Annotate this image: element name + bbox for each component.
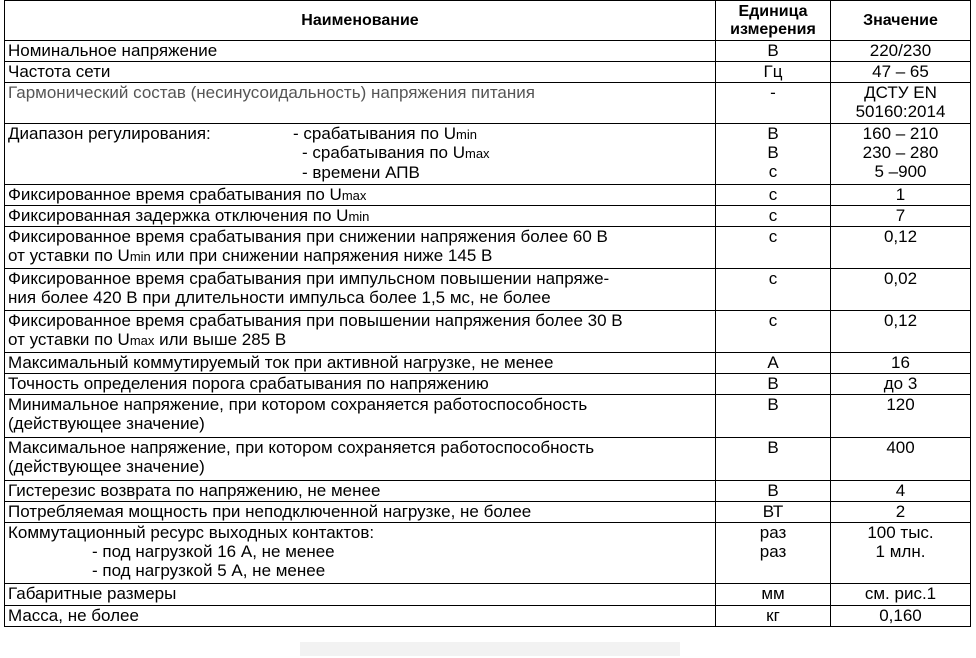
table-row [5,395,971,438]
row-unit: с [716,206,831,227]
row-value: 7 [831,206,971,227]
header-unit-line1: Единица [738,2,808,20]
row-name-index: max [129,333,155,348]
row-value: 0,02 [831,269,971,311]
row-unit [716,124,831,185]
row-unit: В [716,395,831,438]
row-unit: кг [716,606,831,627]
row-unit: В [716,438,831,481]
range-sub2-index: max [465,146,490,161]
row-unit: В [716,374,831,395]
table-row [5,83,971,124]
range-value2: 230 – 280 [862,143,939,162]
row-name [5,311,716,353]
row-value-line1: ДСТУ EN [864,83,937,102]
row-value-line2: 50160:2014 [855,102,946,121]
row-name [5,206,716,227]
row-value: см. рис.1 [831,584,971,606]
row-unit [716,523,831,584]
table-row [5,269,971,311]
table-row [5,227,971,269]
row-name-index: min [129,249,151,264]
row-value: 4 [831,481,971,502]
row-name: Точность определения порога срабатывания по напряжению [5,374,716,395]
header-unit [716,1,831,41]
header-name: Наименование [5,1,716,41]
row-name: Гармонический состав (несинусоидальность) напряжения питания [5,83,716,124]
table-row [5,438,971,481]
table-row [5,523,971,584]
row-name-index: min [348,209,370,224]
row-name-line2-end: или при снижении напряжения ниже 145 В [150,246,493,265]
faded-footer-strip [300,642,680,656]
table-header-row [5,1,971,41]
row-name [5,438,716,481]
row-name [5,523,716,584]
row-name-line2-start: от уставки по U [8,330,130,349]
row-name-line2: (действующее значение) [8,457,205,476]
table-row [5,481,971,502]
row-name-line1: Фиксированное время срабатывания при снижении напряжения более 60 В [8,227,608,246]
range-sub2: - срабатывания по U [302,143,465,162]
row-unit: В [716,41,831,62]
row-value [831,523,971,584]
row-name: Габаритные размеры [5,584,716,606]
range-value1: 160 – 210 [862,124,939,143]
table-row [5,584,971,606]
table-row [5,311,971,353]
row-name-line2: ния более 420 В при длительности импульса более 1,5 мс, не более [8,288,551,307]
range-sub1-index: min [456,127,477,142]
row-name: Номинальное напряжение [5,41,716,62]
row-name [5,395,716,438]
resource-value1: 100 тыс. [867,523,934,542]
row-value: 120 [831,395,971,438]
row-name: Максимальный коммутируемый ток при активной нагрузке, не менее [5,353,716,374]
row-name-line2-start: от уставки по U [8,246,130,265]
row-value: 47 – 65 [831,62,971,83]
resource-title: Коммутационный ресурс выходных контактов: [8,523,375,542]
row-name [5,227,716,269]
table-row [5,606,971,627]
row-name-line2 [8,330,712,350]
row-name [5,124,716,185]
row-unit: ВТ [716,502,831,523]
table-row [5,185,971,206]
row-name-text: Фиксированная задержка отключения по U [8,206,349,225]
row-name: Потребляемая мощность при неподключенной нагрузке, не более [5,502,716,523]
resource-sub1: - под нагрузкой 16 А, не менее [92,542,335,561]
row-name [5,269,716,311]
row-unit: - [716,83,831,124]
table-row [5,206,971,227]
row-unit: с [716,185,831,206]
table-row [5,502,971,523]
row-value: до 3 [831,374,971,395]
resource-sub2: - под нагрузкой 5 А, не менее [92,561,326,580]
range-title: Диапазон регулирования: [8,124,211,143]
range-line1 [8,124,712,143]
row-name-text: Фиксированное время срабатывания по U [8,185,342,204]
table-row [5,41,971,62]
row-name-line1: Минимальное напряжение, при котором сохраняется работоспособность [8,395,588,414]
range-line3: - времени АПВ [302,163,420,182]
row-value [831,124,971,185]
header-value: Значение [831,1,971,41]
resource-value2: 1 млн. [875,542,926,561]
row-name: Гистерезис возврата по напряжению, не менее [5,481,716,502]
row-name-line1: Фиксированное время срабатывания при импульсном повышении напряже- [8,269,610,288]
row-name-line2-end: или выше 285 В [154,330,287,349]
row-value: 400 [831,438,971,481]
row-name-line2: (действующее значение) [8,414,205,433]
resource-unit2: раз [759,542,787,561]
table-row [5,353,971,374]
table-row [5,62,971,83]
range-sub1: - срабатывания по U [293,124,456,143]
table-row [5,124,971,185]
row-value: 2 [831,502,971,523]
row-value [831,83,971,124]
row-value: 16 [831,353,971,374]
header-unit-line2: измерения [730,20,816,38]
range-value3: 5 –900 [874,162,927,181]
row-unit: Гц [716,62,831,83]
row-name-line1: Максимальное напряжение, при котором сохраняется работоспособность [8,438,595,457]
row-value: 1 [831,185,971,206]
range-line2 [8,143,712,163]
row-name: Масса, не более [5,606,716,627]
row-value: 0,12 [831,227,971,269]
range-unit1: В [767,124,779,143]
row-unit: мм [716,584,831,606]
row-value: 220/230 [831,41,971,62]
row-unit: с [716,227,831,269]
row-value: 0,12 [831,311,971,353]
row-name-index: max [341,188,367,203]
range-unit2: В [767,143,779,162]
row-name: Частота сети [5,62,716,83]
row-name-line2 [8,246,712,266]
row-unit: с [716,269,831,311]
row-unit: В [716,481,831,502]
row-unit: с [716,311,831,353]
specifications-table [4,0,971,627]
row-name [5,185,716,206]
table-row [5,374,971,395]
row-unit: А [716,353,831,374]
row-value: 0,160 [831,606,971,627]
row-name-line1: Фиксированное время срабатывания при повышении напряжения более 30 В [8,311,623,330]
range-unit3: с [768,162,778,181]
resource-unit1: раз [759,523,787,542]
